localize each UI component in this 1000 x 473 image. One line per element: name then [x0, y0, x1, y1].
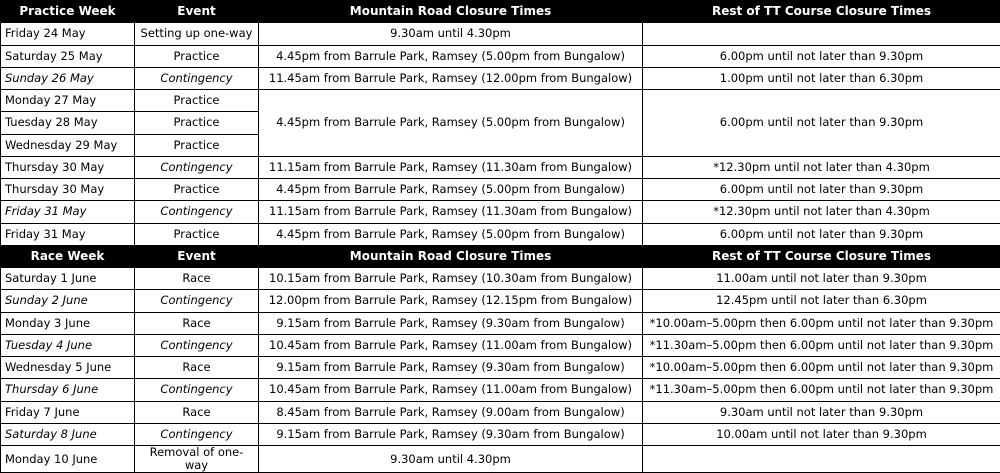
event-cell: Race [135, 312, 259, 334]
table-row [1, 90, 1000, 112]
date-cell: Thursday 30 May [1, 156, 135, 178]
date-cell: Wednesday 5 June [1, 357, 135, 379]
mountain-closure-cell: 4.45pm from Barrule Park, Ramsey (5.00pm from Bungalow) [259, 179, 643, 201]
mountain-closure-cell: 11.15am from Barrule Park, Ramsey (11.30am from Bungalow) [259, 201, 643, 223]
rest-closure-cell: 9.30am until not later than 9.30pm [643, 401, 1000, 423]
rest-of-course-header: Rest of TT Course Closure Times [643, 1, 1000, 23]
table-row [1, 67, 1000, 89]
table-row [1, 201, 1000, 223]
mountain-closure-cell: 9.15am from Barrule Park, Ramsey (9.30am from Bungalow) [259, 423, 643, 445]
mountain-closure-cell: 9.30am until 4.30pm [259, 23, 643, 45]
event-cell: Contingency [135, 379, 259, 401]
rest-closure-cell: *10.00am–5.00pm then 6.00pm until not later than 9.30pm [643, 312, 1000, 334]
date-cell: Tuesday 28 May [1, 112, 135, 134]
rest-closure-cell: 6.00pm until not later than 9.30pm [643, 90, 1000, 157]
table-row [1, 312, 1000, 334]
date-cell: Saturday 25 May [1, 45, 135, 67]
event-cell: Practice [135, 90, 259, 112]
rest-closure-cell: *11.30am–5.00pm then 6.00pm until not later than 9.30pm [643, 334, 1000, 356]
table-row [1, 423, 1000, 445]
mountain-road-header: Mountain Road Closure Times [259, 245, 643, 267]
date-cell: Friday 24 May [1, 23, 135, 45]
date-cell: Tuesday 4 June [1, 334, 135, 356]
table-row [1, 223, 1000, 245]
rest-closure-cell: 1.00pm until not later than 6.30pm [643, 67, 1000, 89]
event-cell: Race [135, 357, 259, 379]
table-row [1, 401, 1000, 423]
rest-closure-cell: *12.30pm until not later than 4.30pm [643, 156, 1000, 178]
mountain-closure-cell: 4.45pm from Barrule Park, Ramsey (5.00pm from Bungalow) [259, 90, 643, 157]
date-cell: Monday 3 June [1, 312, 135, 334]
practice-week-header: Practice Week [1, 1, 135, 23]
mountain-closure-cell: 4.45pm from Barrule Park, Ramsey (5.00pm from Bungalow) [259, 45, 643, 67]
date-cell: Sunday 26 May [1, 67, 135, 89]
table-row [1, 268, 1000, 290]
rest-closure-cell: *12.30pm until not later than 4.30pm [643, 201, 1000, 223]
date-cell: Monday 10 June [1, 446, 135, 473]
date-cell: Saturday 8 June [1, 423, 135, 445]
date-cell: Thursday 30 May [1, 179, 135, 201]
table-row [1, 357, 1000, 379]
date-cell: Friday 31 May [1, 201, 135, 223]
rest-of-course-header: Rest of TT Course Closure Times [643, 245, 1000, 267]
event-header: Event [135, 245, 259, 267]
race-week-header: Race Week [1, 245, 135, 267]
event-cell: Contingency [135, 290, 259, 312]
mountain-closure-cell: 10.45am from Barrule Park, Ramsey (11.00am from Bungalow) [259, 334, 643, 356]
event-cell: Practice [135, 45, 259, 67]
mountain-closure-cell: 9.15am from Barrule Park, Ramsey (9.30am from Bungalow) [259, 312, 643, 334]
event-cell: Contingency [135, 201, 259, 223]
date-cell: Wednesday 29 May [1, 134, 135, 156]
table-row [1, 379, 1000, 401]
date-cell: Friday 7 June [1, 401, 135, 423]
event-cell: Practice [135, 112, 259, 134]
rest-closure-cell: *11.30am–5.00pm then 6.00pm until not later than 9.30pm [643, 379, 1000, 401]
mountain-closure-cell: 11.15am from Barrule Park, Ramsey (11.30am from Bungalow) [259, 156, 643, 178]
event-cell: Contingency [135, 156, 259, 178]
date-cell: Friday 31 May [1, 223, 135, 245]
event-cell: Setting up one-way [135, 23, 259, 45]
event-cell: Contingency [135, 334, 259, 356]
rest-closure-cell: 12.45pm until not later than 6.30pm [643, 290, 1000, 312]
table-row [1, 45, 1000, 67]
event-cell: Practice [135, 179, 259, 201]
date-cell: Sunday 2 June [1, 290, 135, 312]
race-week-header-row [1, 245, 1000, 267]
date-cell: Thursday 6 June [1, 379, 135, 401]
table-row [1, 334, 1000, 356]
table-row [1, 156, 1000, 178]
mountain-closure-cell: 10.15am from Barrule Park, Ramsey (10.30am from Bungalow) [259, 268, 643, 290]
event-cell: Practice [135, 134, 259, 156]
mountain-road-header: Mountain Road Closure Times [259, 1, 643, 23]
mountain-closure-cell: 4.45pm from Barrule Park, Ramsey (5.00pm from Bungalow) [259, 223, 643, 245]
table-row [1, 290, 1000, 312]
mountain-closure-cell: 9.15am from Barrule Park, Ramsey (9.30am from Bungalow) [259, 357, 643, 379]
rest-closure-cell [643, 23, 1000, 45]
event-cell: Contingency [135, 67, 259, 89]
event-cell: Removal of one-way [135, 446, 259, 473]
rest-closure-cell: 6.00pm until not later than 9.30pm [643, 45, 1000, 67]
event-cell: Practice [135, 223, 259, 245]
event-cell: Contingency [135, 423, 259, 445]
event-cell: Race [135, 268, 259, 290]
rest-closure-cell: 11.00am until not later than 9.30pm [643, 268, 1000, 290]
table-row [1, 23, 1000, 45]
mountain-closure-cell: 9.30am until 4.30pm [259, 446, 643, 473]
mountain-closure-cell: 12.00pm from Barrule Park, Ramsey (12.15pm from Bungalow) [259, 290, 643, 312]
event-header: Event [135, 1, 259, 23]
rest-closure-cell [643, 446, 1000, 473]
practice-week-header-row [1, 1, 1000, 23]
mountain-closure-cell: 11.45am from Barrule Park, Ramsey (12.00pm from Bungalow) [259, 67, 643, 89]
rest-closure-cell: 6.00pm until not later than 9.30pm [643, 223, 1000, 245]
event-cell: Race [135, 401, 259, 423]
mountain-closure-cell: 10.45am from Barrule Park, Ramsey (11.00am from Bungalow) [259, 379, 643, 401]
date-cell: Saturday 1 June [1, 268, 135, 290]
table-row [1, 446, 1000, 473]
rest-closure-cell: 10.00am until not later than 9.30pm [643, 423, 1000, 445]
rest-closure-cell: 6.00pm until not later than 9.30pm [643, 179, 1000, 201]
date-cell: Monday 27 May [1, 90, 135, 112]
table-row [1, 179, 1000, 201]
mountain-closure-cell: 8.45am from Barrule Park, Ramsey (9.00am from Bungalow) [259, 401, 643, 423]
rest-closure-cell: *10.00am–5.00pm then 6.00pm until not later than 9.30pm [643, 357, 1000, 379]
